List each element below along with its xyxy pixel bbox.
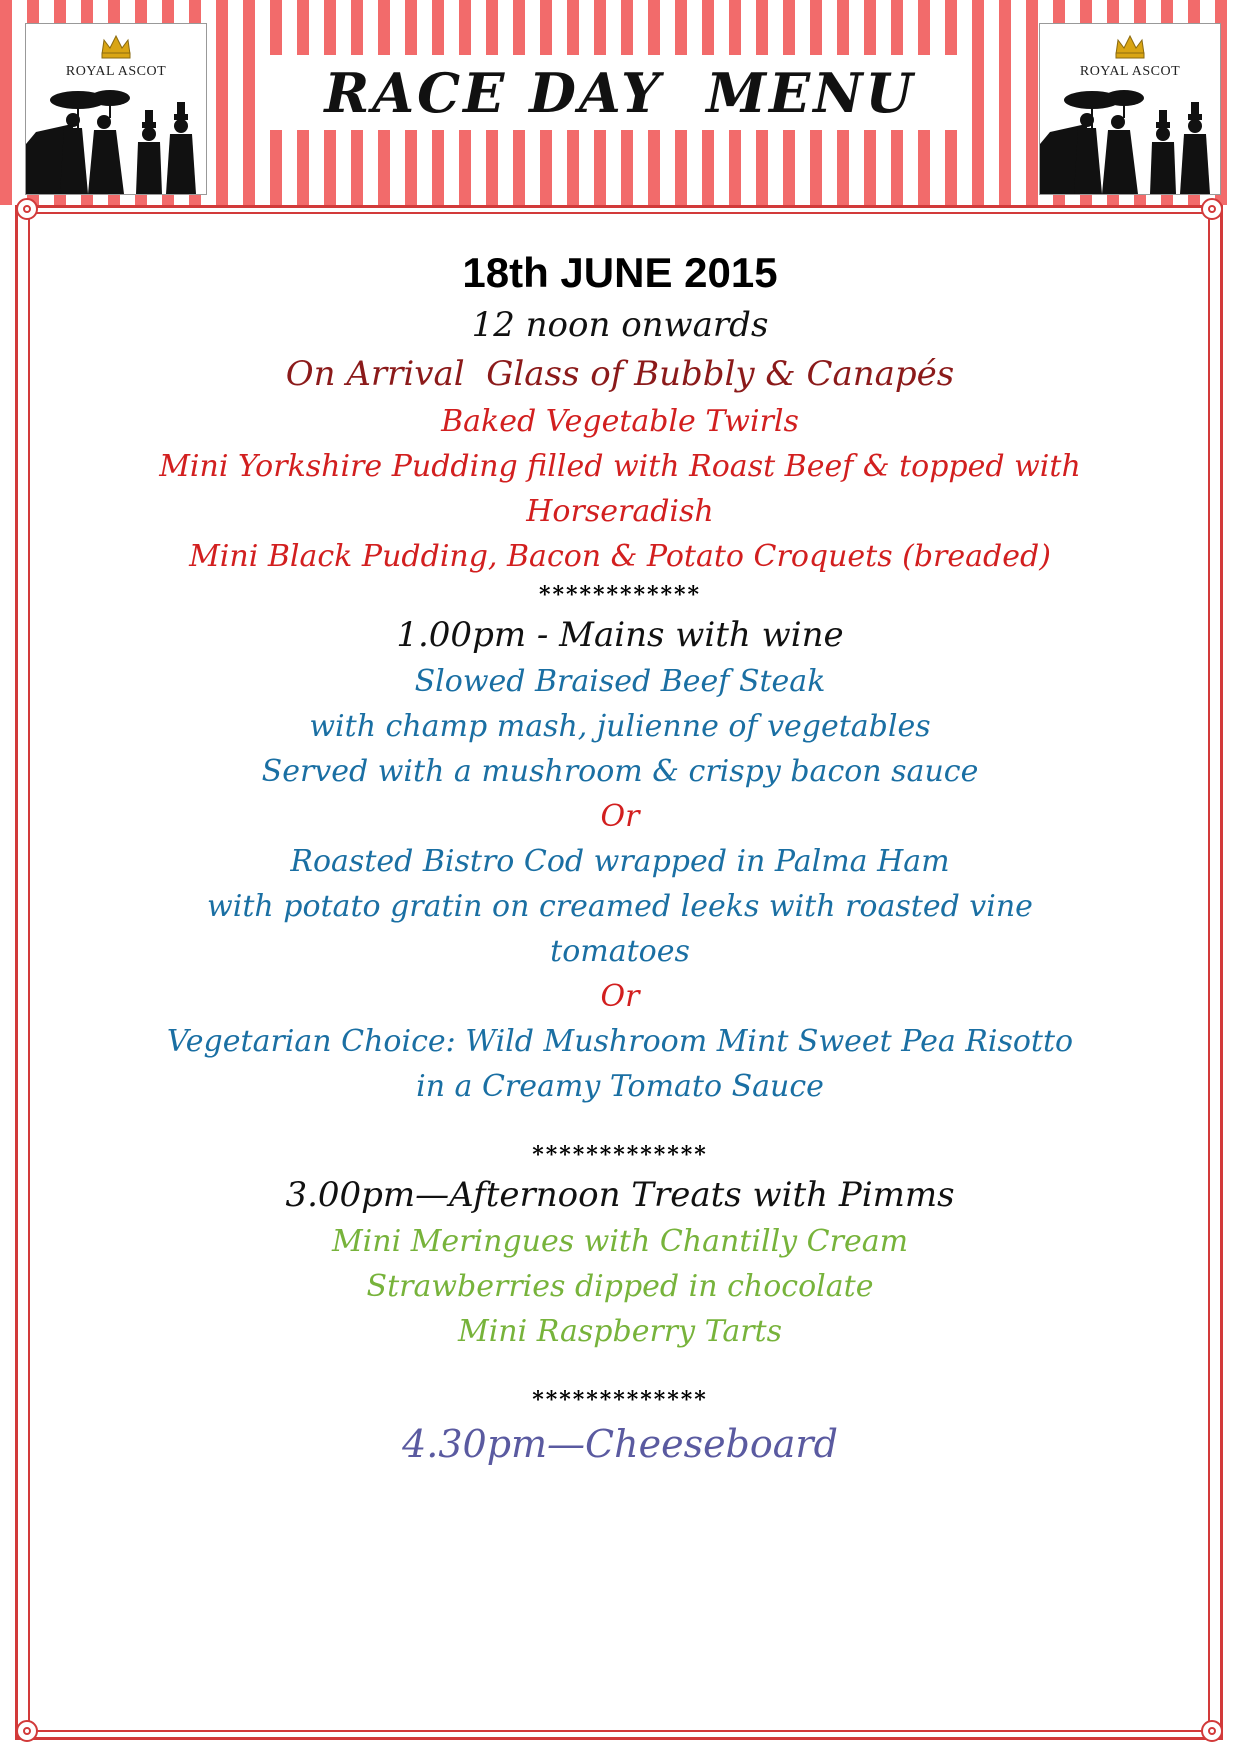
- treats-heading: 3.00pm—Afternoon Treats with Pimms: [285, 1175, 955, 1215]
- mains-line: with potato gratin on creamed leeks with roasted vine: [207, 889, 1033, 924]
- arrival-heading: On Arrival Glass of Bubbly & Canapés: [285, 354, 955, 394]
- mains-or: Or: [600, 979, 640, 1014]
- corner-ornament-icon: [1201, 1720, 1223, 1742]
- cheese-heading: 4.30pm—Cheeseboard: [402, 1422, 838, 1466]
- section-separator: ************: [538, 582, 702, 608]
- treat-item: Mini Meringues with Chantilly Cream: [331, 1224, 909, 1259]
- racegoers-silhouette-icon: [1040, 24, 1220, 194]
- racegoers-silhouette-icon: [26, 24, 206, 194]
- canape-item: Baked Vegetable Twirls: [441, 404, 799, 439]
- event-date: 18th JUNE 2015: [462, 249, 778, 296]
- mains-heading: 1.00pm - Mains with wine: [396, 615, 844, 655]
- spacer: [50, 1354, 1190, 1384]
- section-separator: *************: [532, 1142, 708, 1168]
- treat-item: Mini Raspberry Tarts: [457, 1314, 782, 1349]
- royal-ascot-logo-right: [1039, 23, 1221, 195]
- canape-item: Mini Black Pudding, Bacon & Potato Croquets (breaded): [189, 539, 1051, 574]
- mains-or: Or: [600, 799, 640, 834]
- mains-line: Served with a mushroom & crispy bacon sauce: [261, 754, 979, 789]
- canape-item: Horseradish: [526, 494, 714, 529]
- logo-caption: ROYAL ASCOT: [1079, 64, 1181, 79]
- spacer: [50, 1109, 1190, 1139]
- canape-item: Mini Yorkshire Pudding filled with Roast Beef & topped with: [159, 449, 1081, 484]
- section-separator: *************: [532, 1387, 708, 1413]
- mains-line: tomatoes: [550, 934, 690, 969]
- page-title: RACE DAY MENU: [324, 61, 916, 125]
- mains-line: with champ mash, julienne of vegetables: [309, 709, 931, 744]
- mains-line: Slowed Braised Beef Steak: [414, 664, 826, 699]
- treat-item: Strawberries dipped in chocolate: [366, 1269, 874, 1304]
- corner-ornament-icon: [16, 198, 38, 220]
- mains-line: in a Creamy Tomato Sauce: [416, 1069, 824, 1104]
- mains-line: Vegetarian Choice: Wild Mushroom Mint Sweet Pea Risotto: [166, 1024, 1074, 1059]
- corner-ornament-icon: [1201, 198, 1223, 220]
- mains-line: Roasted Bistro Cod wrapped in Palma Ham: [290, 844, 950, 879]
- start-time: 12 noon onwards: [471, 305, 769, 345]
- corner-ornament-icon: [16, 1720, 38, 1742]
- logo-caption: ROYAL ASCOT: [65, 64, 167, 79]
- royal-ascot-logo-left: [25, 23, 207, 195]
- menu-content: [50, 245, 1190, 1472]
